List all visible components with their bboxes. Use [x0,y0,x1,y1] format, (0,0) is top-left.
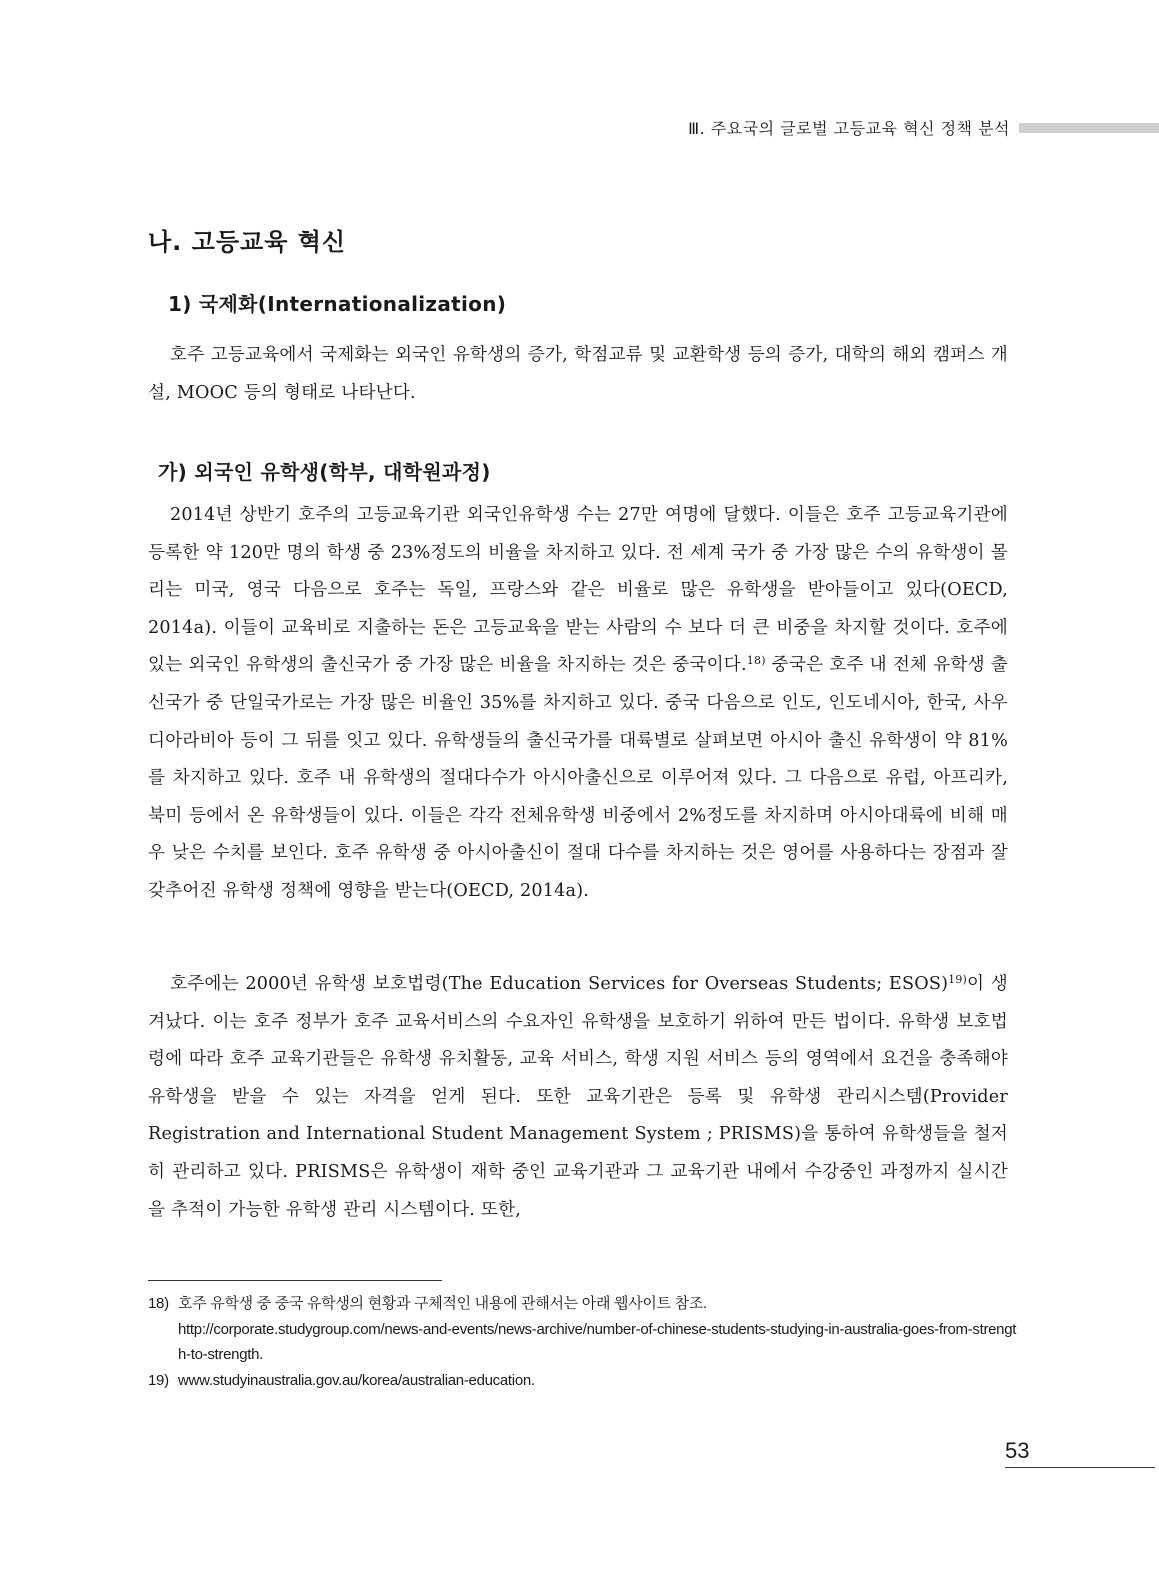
footnote-ref-19[interactable]: 19) [948,973,968,986]
subsection-heading-internationalization: 1) 국제화(Internationalization) [168,292,507,316]
subsection-heading-foreign-students: 가) 외국인 유학생(학부, 대학원과정) [158,460,491,484]
footnote-number: 18) [148,1295,169,1312]
section-heading: 나. 고등교육 혁신 [148,228,347,256]
footnote-18 [148,1291,1018,1368]
footnote-number: 19) [148,1371,169,1389]
footnote-url[interactable]: www.studyinaustralia.gov.au/korea/australian-education. [178,1371,535,1389]
footnote-ref-18[interactable]: 18) [746,654,766,668]
paragraph-text: 이 생겨났다. 이는 호주 정부가 호주 교육서비스의 수요자인 유학생을 보호하기 위하여 만든 법이다. 유학생 보호법령에 따라 호주 교육기관들은 유학생 유치활동, 교육 서비스, 학생 지원 서비스 등의 영역에서 요건을 충족해야 유학생을 받을 수 있는 자격을 얻게 된다. 또한 교육기관은 등록 및 유학생 관리시스템(Provider Registration and International Student Management System ; PRISMS)을 통하여 유학생들을 철저히 관리하고 있다. PRISMS은 유학생이 재학 중인 교육기관과 그 교육기관 내에서 수강중인 과정까지 실시간을 추적이 가능한 유학생 관리 시스템이다. 또한, [148,974,1008,1220]
header-decor-bar [1019,123,1159,133]
paragraph-text: 2014년 상반기 호주의 고등교육기관 외국인유학생 수는 27만 여명에 달했다. 이들은 호주 고등교육기관에 등록한 약 120만 명의 학생 중 23%정도의 비율을 차지하고 있다. 전 세계 국가 중 가장 많은 수의 유학생이 몰리는 미국, 영국 다음으로 호주는 독일, 프랑스와 같은 비율로 많은 유학생을 받아들이고 있다(OECD, 2014a). 이들이 교육비로 지출하는 돈은 고등교육을 받는 사람의 수 보다 더 큰 비중을 차지할 것이다. 호주에 있는 외국인 유학생의 출신국가 중 가장 많은 비율을 차지하는 것은 중국이다. [148,505,1008,676]
paragraph-esos [148,966,1008,1229]
footnotes [148,1291,1018,1393]
footnote-text: 호주 유학생 중 중국 유학생의 현황과 구체적인 내용에 관해서는 아래 웹사이트 참조. [178,1295,707,1312]
running-header: Ⅲ. 주요국의 글로벌 고등교육 혁신 정책 분석 [688,119,1010,138]
page-number-rule [1005,1467,1155,1468]
paragraph-internationalization: 호주 고등교육에서 국제화는 외국인 유학생의 증가, 학점교류 및 교환학생 등의 증가, 대학의 해외 캠퍼스 개설, MOOC 등의 형태로 나타난다. [148,345,1008,403]
footnote-19 [148,1368,1018,1394]
paragraph-text: 중국은 호주 내 전체 유학생 출신국가 중 단일국가로는 가장 많은 비율인 35%를 차지하고 있다. 중국 다음으로 인도, 인도네시아, 한국, 사우디아라비아 등이 그 뒤를 잇고 있다. 유학생들의 출신국가를 대륙별로 살펴보면 아시아 출신 유학생이 약 81%를 차지하고 있다. 호주 내 유학생의 절대다수가 아시아출신으로 이루어져 있다. 그 다음으로 유럽, 아프리카, 북미 등에서 온 유학생들이 있다. 이들은 각각 전체유학생 비중에서 2%정도를 차지하며 아시아대륙에 비해 매우 낮은 수치를 보인다. 호주 유학생 중 아시아출신이 절대 다수를 차지하는 것은 영어를 사용하다는 장점과 잘 갖추어진 유학생 정책에 영향을 받는다(OECD, 2014a). [148,655,1008,901]
footnote-divider [148,1280,442,1281]
footnote-url[interactable]: http://corporate.studygroup.com/news-and-events/news-archive/number-of-chinese-students-studying-in-australia-goes-from-strength-to-strength. [178,1320,1017,1363]
paragraph-text: 호주에는 2000년 유학생 보호법령(The Education Services for Overseas Students; ESOS) [170,974,949,994]
page-number: 53 [1005,1438,1030,1463]
paragraph-foreign-students [148,497,1008,911]
